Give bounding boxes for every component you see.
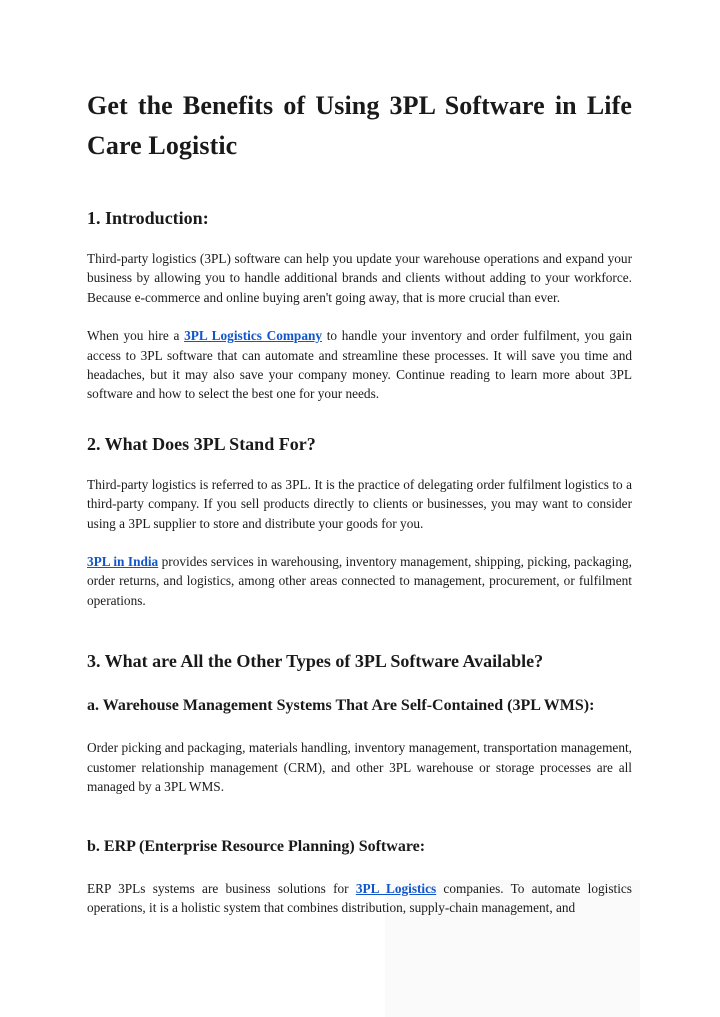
intro-paragraph-2 [87,326,632,404]
stand-for-paragraph-1: Third-party logistics is referred to as 3PL. It is the practice of delegating order fulfilment logistics to a third-party company. If you sell products directly to clients or businesses, you may want to consider using a 3PL supplier to store and distribute your goods for you. [87,476,632,531]
section-heading-types: 3. What are All the Other Types of 3PL Software Available? [87,651,544,672]
link-3pl-in-india[interactable]: 3PL in India [87,554,159,570]
erp-paragraph [87,879,632,918]
erp-paragraph-end: companies. To automate logistics operations, it is a holistic system that combines distribution, supply-chain management, and [87,880,632,915]
document-title: Get the Benefits of Using 3PL Software in Life Care Logistic [87,91,632,160]
link-3pl-logistics-company[interactable]: 3PL Logistics Company [184,328,323,344]
subheading-wms: a. Warehouse Management Systems That Are Self-Contained (3PL WMS): [87,697,595,715]
subheading-erp: b. ERP (Enterprise Resource Planning) Software: [87,837,426,855]
document-page [87,0,632,917]
stand-for-paragraph-2-end: provides services in warehousing, inventory management, shipping, picking, packaging, order returns, and logistics, among other areas connected to management, procurement, or fulfilment operations. [87,554,632,608]
erp-paragraph-start: ERP 3PLs systems are business solutions for [87,880,356,896]
section-heading-introduction: 1. Introduction: [87,208,209,228]
intro-paragraph-1: Third-party logistics (3PL) software can help you update your warehouse operations and expand your business by allowing you to handle additional brands and clients without adding to your workforce. Because e-commerce and online buying aren't going away, that is more crucial than ever. [87,251,632,305]
intro-paragraph-2-start: When you hire a [87,328,185,344]
intro-paragraph-2-end: to handle your inventory and order fulfilment, you gain access to 3PL software that can automate and streamline these processes. It will save you time and headaches, but it may also save your company money. Continue reading to learn more about 3PL software and how to select the best one for your needs. [87,328,632,402]
section-heading-stand-for: 2. What Does 3PL Stand For? [87,433,316,454]
stand-for-paragraph-2 [87,552,632,610]
wms-paragraph: Order picking and packaging, materials handling, inventory management, transportation management, customer relationship management (CRM), and other 3PL warehouse or storage processes are all managed by a 3PL WMS. [87,740,632,795]
link-3pl-logistics[interactable]: 3PL Logistics [355,880,437,896]
